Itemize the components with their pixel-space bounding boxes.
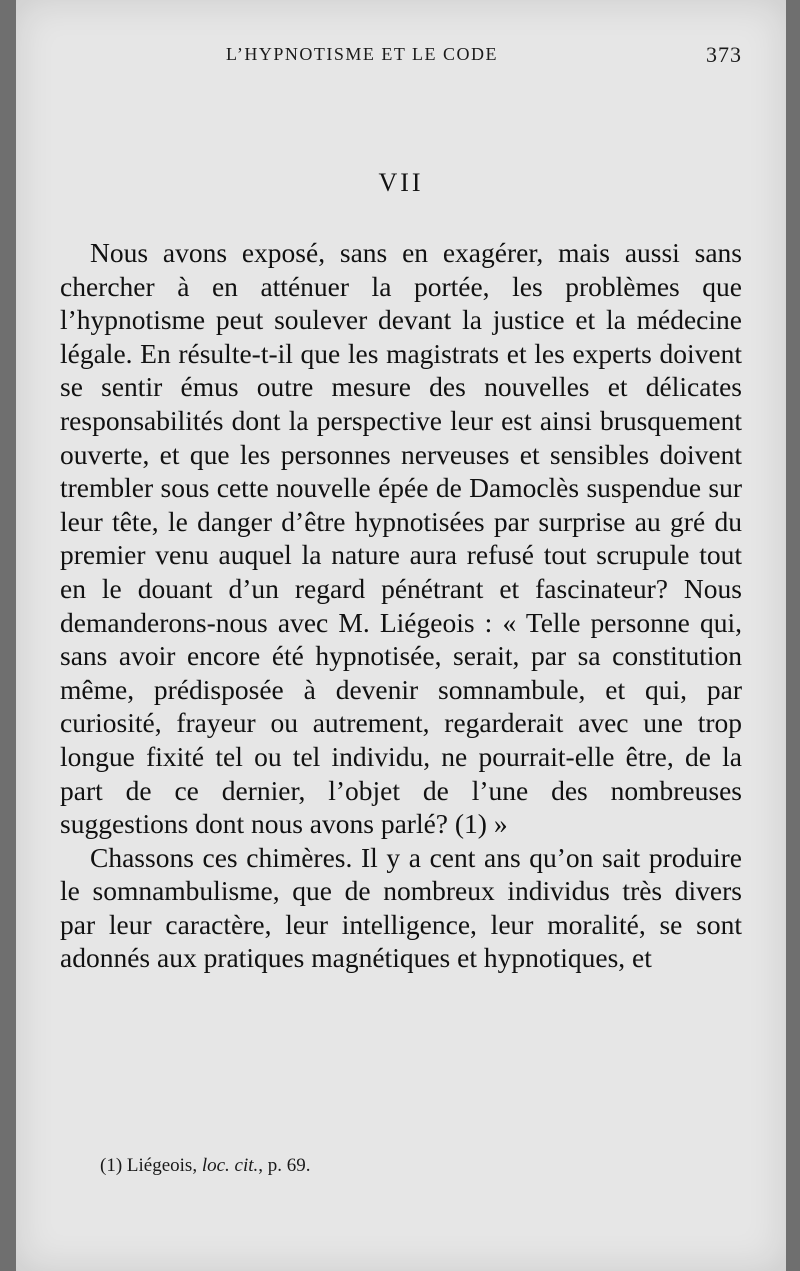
running-head (16, 40, 786, 70)
footnote-page: , p. 69. (258, 1155, 311, 1176)
footnote (100, 1154, 740, 1178)
body-text (60, 236, 742, 975)
paragraph-1: Nous avons exposé, sans en exagérer, mais aussi sans chercher à en atténuer la portée, les problèmes que l’hypnotisme peut soulever devant la justice et la médecine légale. En résulte-t-il que les magistrats et les experts doivent se sentir émus outre mesure des nouvelles et délicates responsabilités dont la perspective leur est ainsi brusquement ouverte, et que les personnes nerveuses et sensibles doivent trembler sous cette nouvelle épée de Damoclès suspendue sur leur tête, le danger d’être hypnotisées par surprise au gré du premier venu auquel la nature aura refusé tout scrupule tout en le douant d’un regard pénétrant et fascinateur? Nous demanderons-nous avec M. Liégeois : « Telle personne qui, sans avoir encore été hypnotisée, serait, par sa constitution même, prédisposée à devenir somnambule, et qui, par curiosité, frayeur ou autrement, regarderait avec une trop longue fixité tel ou tel individu, ne pourrait-elle être, de la part de ce dernier, l’objet de l’une des nombreuses suggestions dont nous avons parlé? (1) » (60, 237, 742, 840)
book-page (16, 0, 786, 1271)
footnote-source: loc. cit. (201, 1155, 259, 1176)
section-heading: VII (378, 168, 424, 197)
paragraph-2: Chassons ces chimères. Il y a cent ans qu’on sait produire le somnambulisme, que de nombreux individus très divers par leur caractère, leur intelligence, leur moralité, se sont adonnés aux pratiques magnétiques et hypnotiques, et (60, 841, 742, 974)
footnote-marker: (1) Liégeois, (100, 1155, 202, 1176)
running-title: L’HYPNOTISME ET LE CODE (226, 44, 498, 64)
page-number: 373 (706, 42, 742, 67)
